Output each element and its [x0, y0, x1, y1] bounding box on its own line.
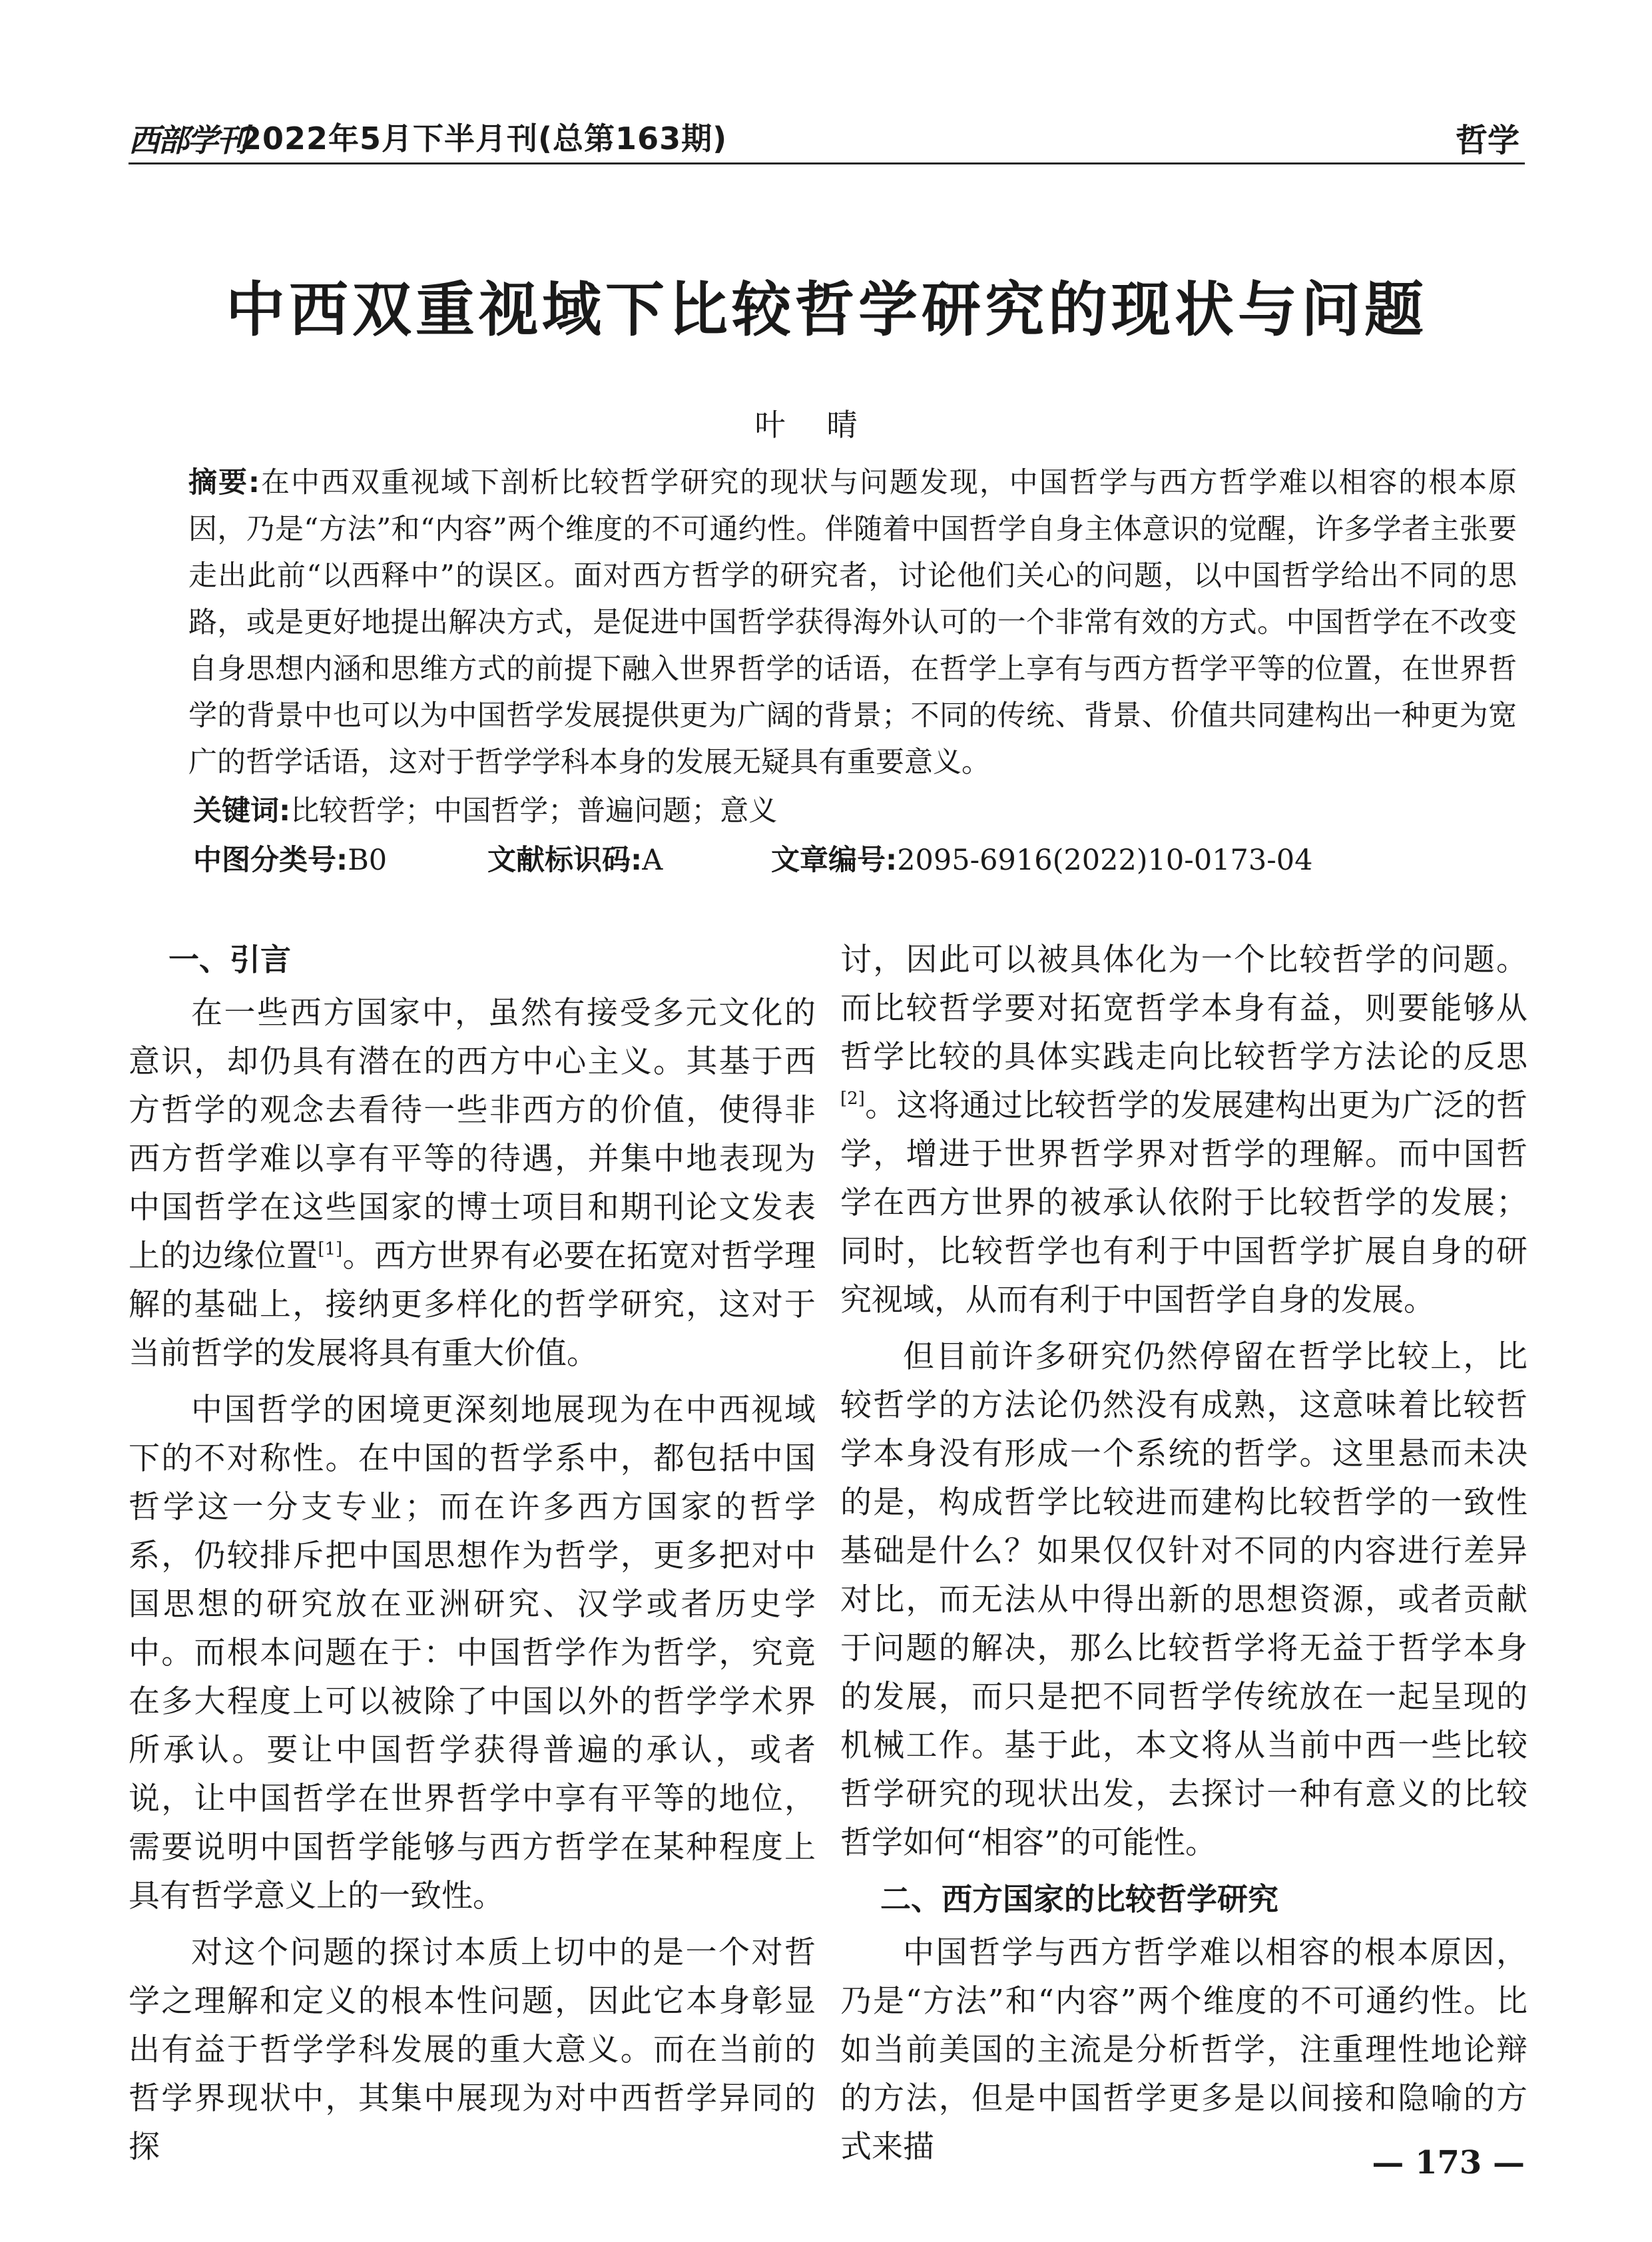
paragraph [840, 936, 1527, 1324]
paragraph: 对这个问题的探讨本质上切中的是一个对哲学之理解和定义的根本性问题，因此它本身彰显出有益于哲学学科发展的重大意义。而在当前的哲学界现状中，其集中展现为对中西哲学异同的探 [129, 1934, 816, 2165]
header-rule [129, 162, 1525, 164]
citation-ref-1: [1] [318, 1239, 343, 1259]
section-heading-western: 二、西方国家的比较哲学研究 [880, 1881, 1278, 1917]
author-name: 叶晴 [754, 407, 899, 443]
paragraph: 中国哲学与西方哲学难以相容的根本原因，乃是“方法”和“内容”两个维度的不可通约性。比如当前美国的主流是分析哲学，注重理性地论辩的方法，但是中国哲学更多是以间接和隐喻的方式来描 [840, 1934, 1527, 2165]
left-column [129, 936, 816, 2179]
right-column [840, 936, 1527, 2179]
article-label: 文章编号: [771, 844, 898, 877]
paragraph-text: 讨，因此可以被具体化为一个比较哲学的问题。而比较哲学要对拓宽哲学本身有益，则要能够从哲学比较的具体实践走向比较哲学方法论的反思 [840, 942, 1527, 1075]
paragraph: 中国哲学的困境更深刻地展现为在中西视域下的不对称性。在中国的哲学系中，都包括中国哲学这一分支专业；而在许多西方国家的哲学系，仍较排斥把中国思想作为哲学，更多把对中国思想的研究放在亚洲研究、汉学或者历史学中。而根本问题在于：中国哲学作为哲学，究竟在多大程度上可以被除了中国以外的哲学学术界所承认。要让中国哲学获得普遍的承认，或者说，让中国哲学在世界哲学中享有平等的地位，需要说明中国哲学能够与西方哲学在某种程度上具有哲学意义上的一致性。 [129, 1392, 816, 1914]
paragraph-text: 在一些西方国家中，虽然有接受多元文化的意识，却仍具有潜在的西方中心主义。其基于西方哲学的观念去看待一些非西方的价值，使得非西方哲学难以享有平等的待遇，并集中地表现为中国哲学在这些国家的博士项目和期刊论文发表上的边缘位置 [129, 995, 816, 1274]
keywords-text: 比较哲学；中国哲学；普遍问题；意义 [290, 794, 778, 828]
journal-logo: 西部学刊 [129, 123, 246, 159]
keywords [193, 791, 1525, 831]
paragraph-text: 。这将通过比较哲学的发展建构出更为广泛的哲学，增进于世界哲学界对哲学的理解。而中国哲学在西方世界的被承认依附于比较哲学的发展；同时，比较哲学也有利于中国哲学扩展自身的研究视域，从而有利于中国哲学自身的发展。 [840, 1087, 1527, 1318]
abstract-label: 摘要: [188, 466, 260, 499]
document-code [487, 840, 663, 880]
paragraph [129, 989, 816, 1378]
paper-title: 中西双重视域下比较哲学研究的现状与问题 [226, 274, 1428, 344]
clc-label: 中图分类号: [193, 844, 348, 877]
article-number [771, 840, 1313, 880]
doc-value: A [642, 844, 663, 877]
article-value: 2095-6916(2022)10-0173-04 [897, 844, 1313, 877]
paragraph-text: 。西方世界有必要在拓宽对哲学理解的基础上，接纳更多样化的哲学研究，这对于当前哲学的发展将具有重大价值。 [129, 1238, 816, 1372]
page-number: — 173 — [1372, 2144, 1525, 2181]
keywords-label: 关键词: [193, 794, 291, 828]
citation-ref-2: [2] [840, 1089, 865, 1109]
section-heading-intro: 一、引言 [168, 942, 291, 978]
journal-issue: 2022年5月下半月刊(总第163期) [240, 121, 728, 156]
clc-value: B0 [348, 844, 388, 877]
running-header [129, 115, 1525, 161]
section-label: 哲学 [1455, 122, 1519, 159]
doc-label: 文献标识码: [487, 844, 643, 877]
abstract-text: 在中西双重视域下剖析比较哲学研究的现状与问题发现，中国哲学与西方哲学难以相容的根本原因，乃是“方法”和“内容”两个维度的不可通约性。伴随着中国哲学自身主体意识的觉醒，许多学者主张要走出此前“以西释中”的误区。面对西方哲学的研究者，讨论他们关心的问题，以中国哲学给出不同的思路，或是更好地提出解决方式，是促进中国哲学获得海外认可的一个非常有效的方式。中国哲学在不改变自身思想内涵和思维方式的前提下融入世界哲学的话语，在哲学上享有与西方哲学平等的位置，在世界哲学的背景中也可以为中国哲学发展提供更为广阔的背景；不同的传统、背景、价值共同建构出一种更为宽广的哲学话语，这对于哲学学科本身的发展无疑具有重要意义。 [188, 466, 1517, 779]
abstract [188, 459, 1517, 786]
clc-code [193, 840, 387, 880]
paragraph: 但目前许多研究仍然停留在哲学比较上，比较哲学的方法论仍然没有成熟，这意味着比较哲学本身没有形成一个系统的哲学。这里悬而未决的是，构成哲学比较进而建构比较哲学的一致性基础是什么？如果仅仅针对不同的内容进行差异对比，而无法从中得出新的思想资源，或者贡献于问题的解决，那么比较哲学将无益于哲学本身的发展，而只是把不同哲学传统放在一起呈现的机械工作。基于此，本文将从当前中西一些比较哲学研究的现状出发，去探讨一种有意义的比较哲学如何“相容”的可能性。 [840, 1338, 1527, 1861]
